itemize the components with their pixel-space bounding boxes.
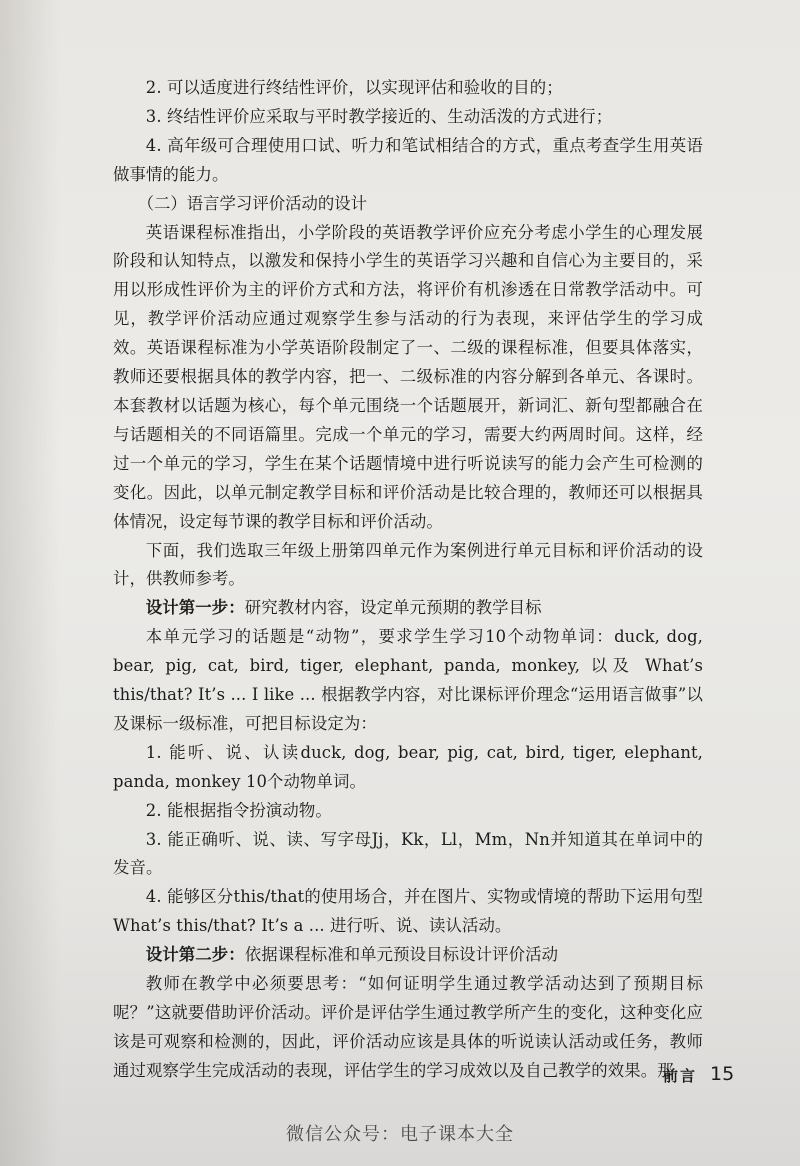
paragraph-item-4: 4. 高年级可合理使用口试、听力和笔试相结合的方式，重点考查学生用英语做事情的能力。	[113, 135, 703, 184]
goal-item-2: 2. 能根据指令扮演动物。	[145, 800, 332, 820]
paragraph-case-intro: 下面，我们选取三年级上册第四单元作为案例进行单元目标和评价活动的设计，供教师参考。	[113, 540, 703, 589]
watermark-text: 微信公众号：电子课本大全	[286, 1124, 514, 1145]
goal-item-3: 3. 能正确听、说、读、写字母Jj，Kk，Ll，Mm，Nn并知道其在单词中的发音。	[113, 829, 703, 878]
step-two-title: 依据课程标准和单元预设目标设计评价活动	[244, 945, 559, 965]
step-two-label: 设计第二步：	[145, 945, 245, 965]
footer-section-label: 前言	[663, 1067, 698, 1085]
step-one-heading	[113, 594, 703, 623]
paragraph-item-2: 2. 可以适度进行终结性评价，以实现评估和验收的目的；	[145, 78, 563, 97]
step-one-title: 研究教材内容，设定单元预期的教学目标	[244, 598, 542, 618]
paragraph-evaluation: 教师在教学中必须要思考：“如何证明学生通过教学活动达到了预期目标呢？”这就要借助评价活动。评价是评估学生通过教学所产生的变化，这种变化应该是可观察和检测的，因此，评价活动应该是具体的听说读认活动或任务，教师通过观察学生完成活动的表现，评估学生的学习成效以及自己教学的效果。那	[113, 974, 703, 1080]
goal-item-1: 1. 能听、说、认读duck, dog, bear, pig, cat, bird, tiger, elephant, panda, monkey 10个动物单词。	[113, 742, 703, 791]
page-body	[113, 74, 703, 1086]
paragraph-unit-topic: 本单元学习的话题是“动物”，要求学生学习10个动物单词：duck, dog, bear, pig, cat, bird, tiger, elephant, panda, monkey, 以及 What’s this/that? It’s ... I like ... 根据教学内容，对比课标评价理念“运用语言做事”以及课标一级标准，可把目标设定为：	[113, 627, 703, 733]
page-number: 15	[710, 1063, 735, 1085]
goal-item-4: 4. 能够区分this/that的使用场合，并在图片、实物或情境的帮助下运用句型What’s this/that? It’s a ... 进行听、说、读认活动。	[113, 887, 703, 936]
step-one-label: 设计第一步：	[145, 598, 245, 618]
section-heading: （二）语言学习评价活动的设计	[137, 193, 368, 213]
step-two-heading	[113, 941, 703, 970]
paragraph-curriculum-standard: 英语课程标准指出，小学阶段的英语教学评价应充分考虑小学生的心理发展阶段和认知特点，以激发和保持小学生的英语学习兴趣和自信心为主要目的，采用以形成性评价为主的评价方式和方法，将评价有机渗透在日常教学活动中。可见，教学评价活动应通过观察学生参与活动的行为表现，来评估学生的学习成效。英语课程标准为小学英语阶段制定了一、二级的课程标准，但要具体落实，教师还要根据具体的教学内容，把一、二级标准的内容分解到各单元、各课时。本套教材以话题为核心，每个单元围绕一个话题展开，新词汇、新句型都融合在与话题相关的不同语篇里。完成一个单元的学习，需要大约两周时间。这样，经过一个单元的学习，学生在某个话题情境中进行听说读写的能力会产生可检测的变化。因此，以单元制定教学目标和评价活动是比较合理的，教师还可以根据具体情况，设定每节课的教学目标和评价活动。	[113, 222, 703, 531]
paragraph-item-3: 3. 终结性评价应采取与平时教学接近的、生动活泼的方式进行；	[145, 106, 613, 126]
